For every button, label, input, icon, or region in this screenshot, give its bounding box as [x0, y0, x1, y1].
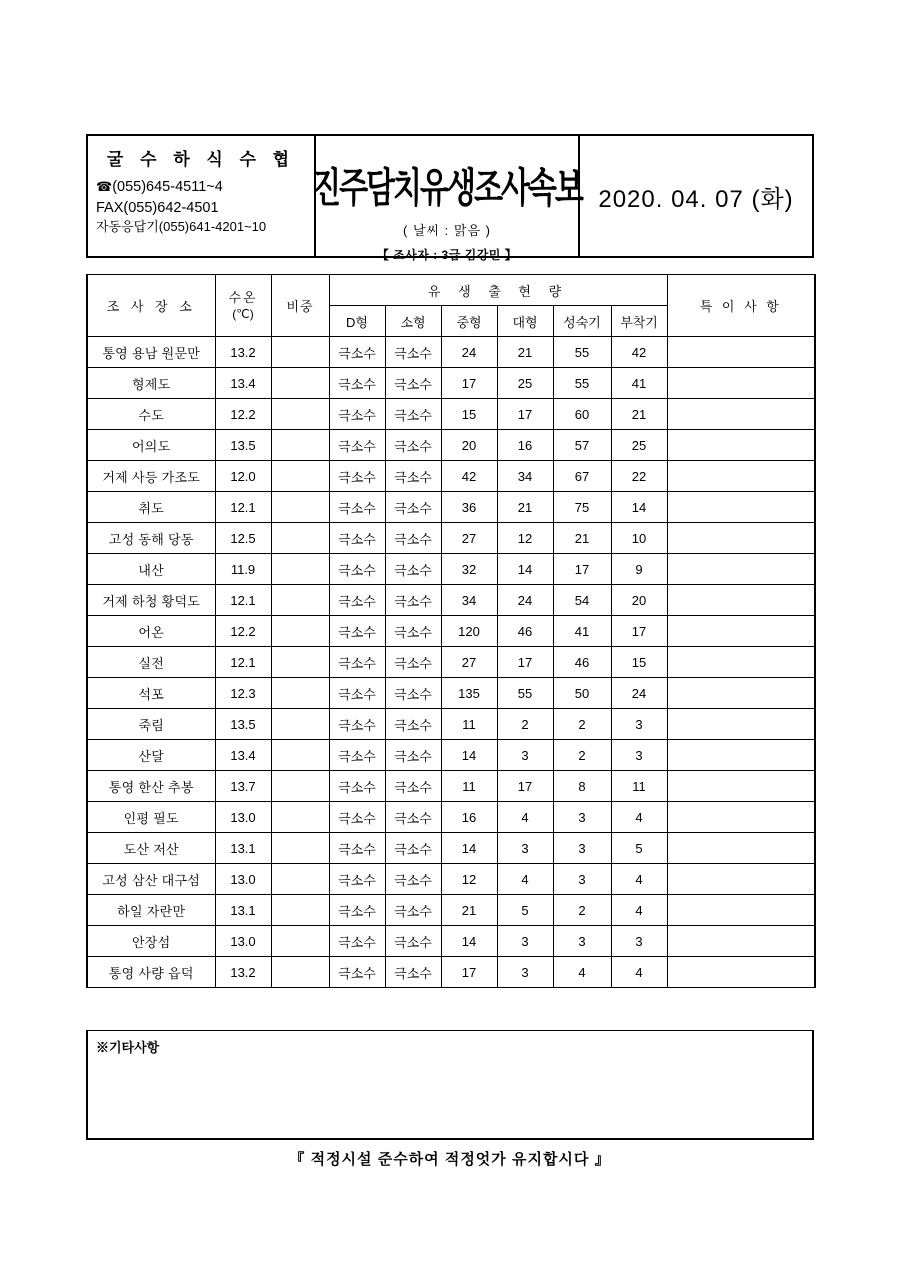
ars-line: 자동응답기(055)641-4201~10 [96, 219, 267, 235]
cell-mature: 75 [553, 492, 611, 523]
cell-d-type: 극소수 [329, 678, 385, 709]
cell-temperature: 12.1 [215, 585, 271, 616]
cell-site: 안장섬 [87, 926, 215, 957]
cell-remark [667, 585, 815, 616]
cell-medium: 11 [441, 709, 497, 740]
cell-small: 극소수 [385, 833, 441, 864]
cell-temperature: 12.1 [215, 492, 271, 523]
cell-d-type: 극소수 [329, 895, 385, 926]
col-header-temperature-unit: (℃) [232, 307, 254, 322]
cell-d-type: 극소수 [329, 461, 385, 492]
table-row [87, 771, 815, 802]
cell-remark [667, 895, 815, 926]
cell-site: 형제도 [87, 368, 215, 399]
cell-site: 인평 필도 [87, 802, 215, 833]
cell-medium: 32 [441, 554, 497, 585]
cell-large: 55 [497, 678, 553, 709]
cell-d-type: 극소수 [329, 399, 385, 430]
cell-d-type: 극소수 [329, 709, 385, 740]
cell-d-type: 극소수 [329, 833, 385, 864]
col-header-temperature-label: 수온 [228, 289, 258, 305]
cell-medium: 12 [441, 864, 497, 895]
cell-temperature: 12.2 [215, 399, 271, 430]
cell-site: 통영 용남 원문만 [87, 337, 215, 368]
col-header-remark: 특 이 사 항 [667, 275, 815, 337]
cell-remark [667, 554, 815, 585]
cell-large: 3 [497, 957, 553, 988]
cell-temperature: 12.5 [215, 523, 271, 554]
col-header-d-type: D형 [329, 306, 385, 337]
cell-density [271, 430, 329, 461]
cell-small: 극소수 [385, 895, 441, 926]
cell-d-type: 극소수 [329, 802, 385, 833]
table-row [87, 430, 815, 461]
cell-medium: 24 [441, 337, 497, 368]
cell-density [271, 616, 329, 647]
cell-site: 통영 한산 추봉 [87, 771, 215, 802]
cell-remark [667, 678, 815, 709]
cell-site: 하일 자란만 [87, 895, 215, 926]
cell-d-type: 극소수 [329, 523, 385, 554]
cell-medium: 27 [441, 523, 497, 554]
cell-mature: 50 [553, 678, 611, 709]
cell-temperature: 12.0 [215, 461, 271, 492]
cell-remark [667, 399, 815, 430]
cell-density [271, 399, 329, 430]
cell-temperature: 13.2 [215, 957, 271, 988]
cell-density [271, 678, 329, 709]
cell-large: 17 [497, 771, 553, 802]
cell-temperature: 12.1 [215, 647, 271, 678]
cell-temperature: 13.0 [215, 802, 271, 833]
cell-settled: 4 [611, 802, 667, 833]
cell-temperature: 13.1 [215, 895, 271, 926]
cell-small: 극소수 [385, 864, 441, 895]
cell-small: 극소수 [385, 709, 441, 740]
cell-temperature: 13.1 [215, 833, 271, 864]
cell-d-type: 극소수 [329, 430, 385, 461]
cell-density [271, 895, 329, 926]
cell-medium: 27 [441, 647, 497, 678]
cell-settled: 3 [611, 709, 667, 740]
cell-remark [667, 957, 815, 988]
cell-large: 4 [497, 802, 553, 833]
cell-mature: 55 [553, 337, 611, 368]
footer-slogan: 『 적정시설 준수하여 적정엇가 유지합시다 』 [289, 1151, 611, 1168]
cell-d-type: 극소수 [329, 554, 385, 585]
cell-remark [667, 771, 815, 802]
cell-large: 3 [497, 833, 553, 864]
cell-small: 극소수 [385, 368, 441, 399]
cell-settled: 15 [611, 647, 667, 678]
cell-settled: 21 [611, 399, 667, 430]
cell-remark [667, 833, 815, 864]
cell-d-type: 극소수 [329, 585, 385, 616]
cell-large: 4 [497, 864, 553, 895]
cell-remark [667, 709, 815, 740]
cell-density [271, 833, 329, 864]
cell-settled: 17 [611, 616, 667, 647]
table-row [87, 337, 815, 368]
col-header-larvae-group: 유 생 출 현 량 [329, 275, 667, 306]
cell-medium: 17 [441, 957, 497, 988]
cell-density [271, 554, 329, 585]
cell-mature: 60 [553, 399, 611, 430]
cell-settled: 3 [611, 740, 667, 771]
cell-mature: 46 [553, 647, 611, 678]
cell-mature: 55 [553, 368, 611, 399]
cell-site: 고성 삼산 대구섬 [87, 864, 215, 895]
cell-large: 12 [497, 523, 553, 554]
cell-mature: 8 [553, 771, 611, 802]
other-notes-label: ※기타사항 [96, 1040, 160, 1055]
cell-large: 5 [497, 895, 553, 926]
cell-site: 산달 [87, 740, 215, 771]
cell-remark [667, 926, 815, 957]
cell-large: 34 [497, 461, 553, 492]
cell-d-type: 극소수 [329, 926, 385, 957]
cell-mature: 21 [553, 523, 611, 554]
cell-mature: 17 [553, 554, 611, 585]
cell-density [271, 926, 329, 957]
document-header [86, 134, 814, 262]
cell-mature: 54 [553, 585, 611, 616]
cell-site: 거제 하청 황덕도 [87, 585, 215, 616]
cell-medium: 34 [441, 585, 497, 616]
cell-temperature: 13.0 [215, 864, 271, 895]
table-row [87, 678, 815, 709]
table-row [87, 523, 815, 554]
cell-small: 극소수 [385, 461, 441, 492]
col-header-site: 조 사 장 소 [87, 275, 215, 337]
col-header-temperature [215, 275, 271, 337]
cell-density [271, 523, 329, 554]
cell-site: 죽림 [87, 709, 215, 740]
header-contact-block [88, 136, 316, 256]
table-row [87, 616, 815, 647]
cell-site: 거제 사등 가조도 [87, 461, 215, 492]
cell-large: 3 [497, 740, 553, 771]
cell-remark [667, 430, 815, 461]
cell-d-type: 극소수 [329, 647, 385, 678]
cell-density [271, 802, 329, 833]
cell-large: 46 [497, 616, 553, 647]
cell-medium: 14 [441, 833, 497, 864]
cell-mature: 3 [553, 833, 611, 864]
cell-site: 어의도 [87, 430, 215, 461]
cell-temperature: 13.0 [215, 926, 271, 957]
cell-density [271, 585, 329, 616]
table-row [87, 368, 815, 399]
cell-remark [667, 461, 815, 492]
cell-large: 25 [497, 368, 553, 399]
col-header-medium: 중형 [441, 306, 497, 337]
survey-table [86, 274, 816, 988]
cell-mature: 3 [553, 926, 611, 957]
cell-large: 2 [497, 709, 553, 740]
cell-remark [667, 492, 815, 523]
cell-temperature: 13.4 [215, 740, 271, 771]
table-row [87, 895, 815, 926]
cell-settled: 3 [611, 926, 667, 957]
cell-small: 극소수 [385, 740, 441, 771]
table-row [87, 647, 815, 678]
table-row [87, 926, 815, 957]
cell-temperature: 13.5 [215, 430, 271, 461]
cell-medium: 16 [441, 802, 497, 833]
table-row [87, 709, 815, 740]
organization-name: 굴 수 하 식 수 협 [106, 150, 296, 169]
cell-temperature: 13.4 [215, 368, 271, 399]
cell-mature: 57 [553, 430, 611, 461]
cell-small: 극소수 [385, 647, 441, 678]
cell-d-type: 극소수 [329, 957, 385, 988]
cell-medium: 14 [441, 926, 497, 957]
cell-remark [667, 523, 815, 554]
cell-large: 21 [497, 337, 553, 368]
cell-site: 통영 사량 읍덕 [87, 957, 215, 988]
cell-medium: 20 [441, 430, 497, 461]
cell-large: 21 [497, 492, 553, 523]
cell-medium: 36 [441, 492, 497, 523]
cell-mature: 4 [553, 957, 611, 988]
cell-site: 어온 [87, 616, 215, 647]
cell-settled: 14 [611, 492, 667, 523]
cell-remark [667, 647, 815, 678]
telephone-line [96, 177, 306, 198]
cell-small: 극소수 [385, 585, 441, 616]
cell-medium: 120 [441, 616, 497, 647]
cell-temperature: 13.5 [215, 709, 271, 740]
cell-density [271, 957, 329, 988]
cell-mature: 2 [553, 709, 611, 740]
cell-d-type: 극소수 [329, 616, 385, 647]
cell-mature: 41 [553, 616, 611, 647]
cell-small: 극소수 [385, 678, 441, 709]
cell-small: 극소수 [385, 430, 441, 461]
cell-small: 극소수 [385, 523, 441, 554]
cell-remark [667, 864, 815, 895]
cell-site: 고성 동해 당동 [87, 523, 215, 554]
cell-large: 3 [497, 926, 553, 957]
cell-d-type: 극소수 [329, 337, 385, 368]
cell-settled: 4 [611, 895, 667, 926]
header-date-block [580, 136, 812, 256]
table-row [87, 461, 815, 492]
table-header [87, 275, 815, 337]
cell-settled: 25 [611, 430, 667, 461]
document-title: 진주담치유생조사속보 [312, 164, 582, 213]
cell-small: 극소수 [385, 957, 441, 988]
col-header-large: 대형 [497, 306, 553, 337]
surveyor-note: 【 조사자 : 3급 김강민 】 [376, 248, 518, 262]
table-body [87, 337, 815, 988]
cell-mature: 2 [553, 740, 611, 771]
cell-remark [667, 337, 815, 368]
cell-density [271, 647, 329, 678]
cell-d-type: 극소수 [329, 864, 385, 895]
cell-large: 17 [497, 647, 553, 678]
table-row [87, 864, 815, 895]
cell-settled: 10 [611, 523, 667, 554]
cell-density [271, 771, 329, 802]
cell-temperature: 11.9 [215, 554, 271, 585]
cell-d-type: 극소수 [329, 740, 385, 771]
table-row [87, 492, 815, 523]
cell-medium: 21 [441, 895, 497, 926]
cell-temperature: 13.7 [215, 771, 271, 802]
table-row [87, 740, 815, 771]
cell-density [271, 492, 329, 523]
cell-small: 극소수 [385, 771, 441, 802]
cell-site: 실전 [87, 647, 215, 678]
cell-mature: 3 [553, 864, 611, 895]
cell-mature: 2 [553, 895, 611, 926]
cell-temperature: 13.2 [215, 337, 271, 368]
cell-settled: 5 [611, 833, 667, 864]
col-header-mature: 성숙기 [553, 306, 611, 337]
cell-d-type: 극소수 [329, 368, 385, 399]
cell-mature: 67 [553, 461, 611, 492]
cell-remark [667, 616, 815, 647]
cell-density [271, 368, 329, 399]
table-row [87, 802, 815, 833]
cell-settled: 41 [611, 368, 667, 399]
cell-site: 석포 [87, 678, 215, 709]
cell-density [271, 461, 329, 492]
cell-small: 극소수 [385, 492, 441, 523]
cell-d-type: 극소수 [329, 771, 385, 802]
cell-medium: 14 [441, 740, 497, 771]
weather-note: ( 날씨 : 맑음 ) [403, 223, 491, 238]
cell-site: 수도 [87, 399, 215, 430]
cell-large: 16 [497, 430, 553, 461]
cell-small: 극소수 [385, 802, 441, 833]
fax-line: FAX(055)642-4501 [96, 199, 219, 216]
cell-density [271, 709, 329, 740]
table-row [87, 585, 815, 616]
cell-settled: 4 [611, 864, 667, 895]
cell-small: 극소수 [385, 616, 441, 647]
table-row [87, 399, 815, 430]
cell-medium: 17 [441, 368, 497, 399]
cell-settled: 4 [611, 957, 667, 988]
cell-small: 극소수 [385, 337, 441, 368]
telephone-icon: ☎ [96, 179, 113, 194]
cell-large: 17 [497, 399, 553, 430]
table-row [87, 554, 815, 585]
cell-remark [667, 368, 815, 399]
cell-settled: 42 [611, 337, 667, 368]
cell-temperature: 12.3 [215, 678, 271, 709]
col-header-density: 비중 [271, 275, 329, 337]
cell-settled: 20 [611, 585, 667, 616]
cell-density [271, 337, 329, 368]
telephone-number: (055)645-4511~4 [112, 179, 223, 195]
cell-medium: 15 [441, 399, 497, 430]
header-row-1 [87, 275, 815, 306]
other-notes-box [86, 1030, 814, 1140]
cell-medium: 42 [441, 461, 497, 492]
cell-temperature: 12.2 [215, 616, 271, 647]
cell-d-type: 극소수 [329, 492, 385, 523]
cell-settled: 22 [611, 461, 667, 492]
cell-density [271, 740, 329, 771]
table-row [87, 957, 815, 988]
cell-small: 극소수 [385, 554, 441, 585]
cell-site: 내산 [87, 554, 215, 585]
cell-density [271, 864, 329, 895]
cell-remark [667, 740, 815, 771]
table-row [87, 833, 815, 864]
cell-mature: 3 [553, 802, 611, 833]
cell-site: 도산 저산 [87, 833, 215, 864]
cell-site: 취도 [87, 492, 215, 523]
cell-large: 14 [497, 554, 553, 585]
document-date: 2020. 04. 07 (화) [598, 185, 794, 213]
cell-remark [667, 802, 815, 833]
col-header-small: 소형 [385, 306, 441, 337]
header-title-block [312, 136, 582, 262]
col-header-settled: 부착기 [611, 306, 667, 337]
cell-small: 극소수 [385, 926, 441, 957]
cell-settled: 9 [611, 554, 667, 585]
cell-medium: 11 [441, 771, 497, 802]
cell-small: 극소수 [385, 399, 441, 430]
cell-medium: 135 [441, 678, 497, 709]
cell-settled: 11 [611, 771, 667, 802]
cell-large: 24 [497, 585, 553, 616]
cell-settled: 24 [611, 678, 667, 709]
